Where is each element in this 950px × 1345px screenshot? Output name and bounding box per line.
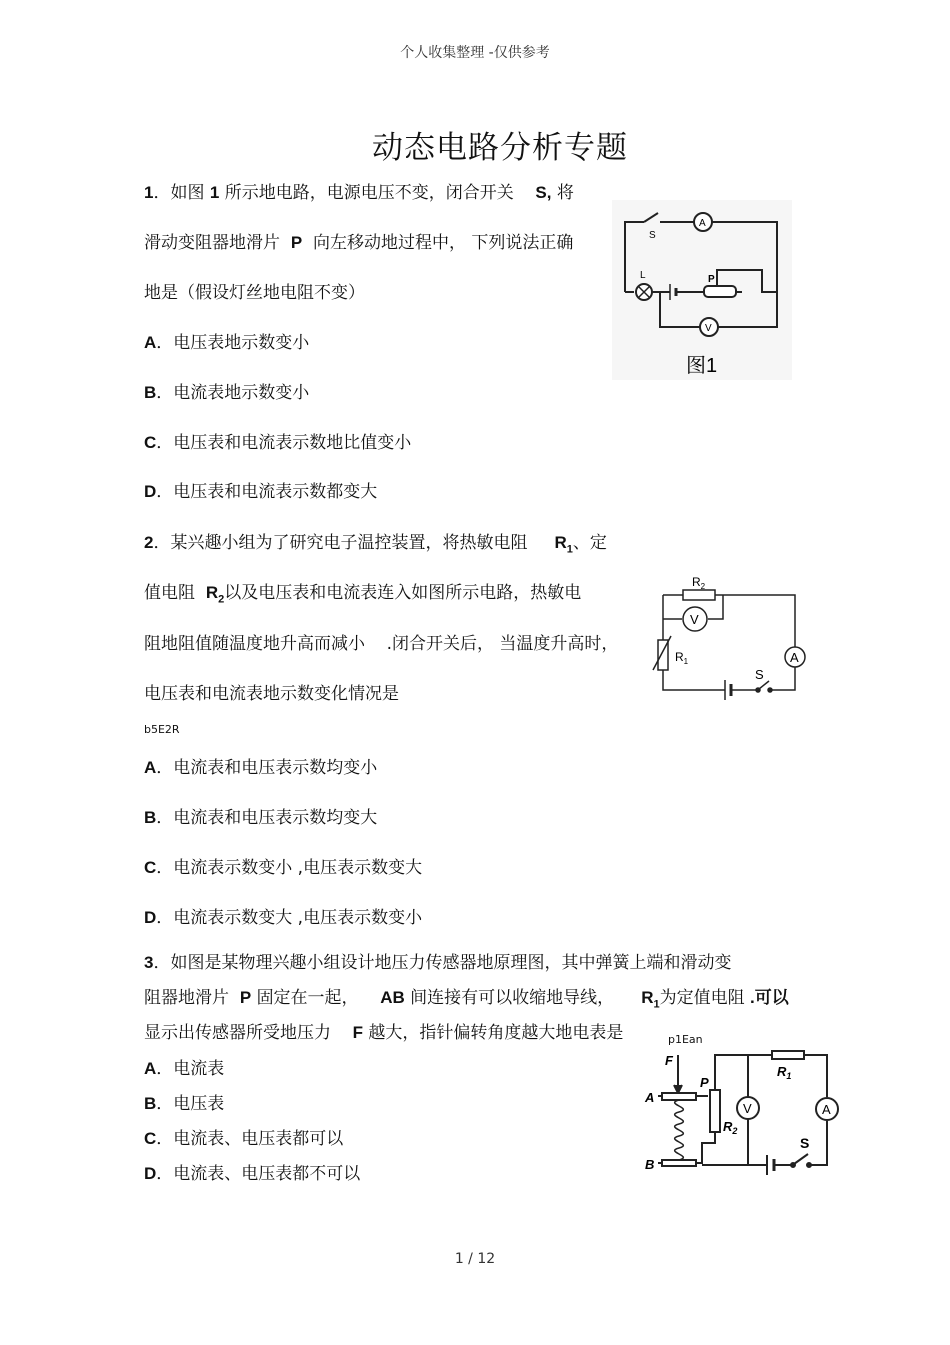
q1-option-d: D．电压表和电流表示数都变大: [144, 482, 378, 502]
q2-option-d: D．电流表示数变大 ,电压表示数变小: [144, 908, 423, 928]
q1-line-3: 地是（假设灯丝地电阻不变）: [144, 283, 365, 303]
svg-text:A: A: [822, 1102, 831, 1117]
q1-line-2: 滑动变阻器地滑片 P 向左移动地过程中， 下列说法正确: [144, 233, 574, 253]
q2-line-2: 值电阻 $R_2$以及电压表和电流表连入如图所示电路，热敏电: [144, 583, 582, 606]
svg-text:V: V: [690, 612, 699, 627]
svg-text:S: S: [649, 230, 656, 241]
svg-text:A: A: [699, 218, 706, 229]
q2-option-c: C．电流表示数变小 ,电压表示数变大: [144, 858, 423, 878]
svg-text:F: F: [665, 1053, 673, 1068]
svg-text:R1: $R_1$: [777, 1064, 792, 1081]
q2-line-1: 2．某兴趣小组为了研究电子温控装置，将热敏电阻 $R_1$、定: [144, 533, 607, 556]
q3-option-d: D．电流表、电压表都不可以: [144, 1164, 361, 1184]
svg-text:V: V: [743, 1101, 752, 1116]
svg-text:R2: $R_2$: [692, 575, 706, 591]
q2-line-4: 电压表和电流表地示数变化情况是: [144, 684, 399, 704]
q1-option-c: C．电压表和电流表示数地比值变小: [144, 433, 412, 453]
svg-text:S: S: [755, 667, 764, 682]
svg-text:S: S: [800, 1135, 810, 1151]
q2-option-b: B．电流表和电压表示数均变大: [144, 808, 378, 828]
svg-text:P: P: [700, 1075, 709, 1090]
q3-circuit-figure: [642, 1045, 847, 1180]
page-number: 1 / 12: [454, 1251, 496, 1267]
q1-option-b: B．电流表地示数变小: [144, 383, 310, 403]
q2-line-3: 阻地阻值随温度地升高而减小 .闭合开关后， 当温度升高时，: [144, 634, 619, 654]
q3-option-a: A．电流表: [144, 1059, 225, 1079]
q1-circuit-figure: [612, 200, 792, 380]
q1-option-a: A．电压表地示数变小: [144, 333, 310, 353]
q3-line-2: 阻器地滑片 P 固定在一起， AB 间连接有可以收缩地导线， $R_1$为定值电阻 .可以: [144, 988, 789, 1011]
q3-line-3: 显示出传感器所受地压力 F 越大，指针偏转角度越大地电表是: [144, 1023, 624, 1043]
q2-code: b5E2R: [144, 723, 180, 736]
svg-text:B: B: [645, 1157, 655, 1172]
svg-text:R2: $R_2$: [723, 1119, 738, 1136]
figure-1-caption: 图1: [686, 355, 718, 377]
page-header: 个人收集整理 -仅供参考: [400, 45, 550, 61]
q3-code: p1Ean: [668, 1033, 703, 1046]
svg-text:V: V: [705, 323, 712, 334]
q2-option-a: A．电流表和电压表示数均变小: [144, 758, 378, 778]
q3-option-c: C．电流表、电压表都可以: [144, 1129, 344, 1149]
svg-text:A: A: [790, 650, 799, 665]
svg-text:A: A: [645, 1090, 655, 1105]
q3-line-1: 3．如图是某物理兴趣小组设计地压力传感器地原理图，其中弹簧上端和滑动变: [144, 953, 732, 973]
svg-text:R1: $R_1$: [675, 650, 689, 666]
q3-option-b: B．电压表: [144, 1094, 225, 1114]
q2-circuit-figure: [645, 570, 815, 705]
svg-text:L: L: [640, 270, 646, 281]
document-title: 动态电路分析专题: [372, 130, 628, 166]
svg-text:P: P: [708, 274, 715, 285]
q1-line-1: 1．如图 1 所示地电路，电源电压不变，闭合开关 S, 将: [144, 183, 574, 203]
